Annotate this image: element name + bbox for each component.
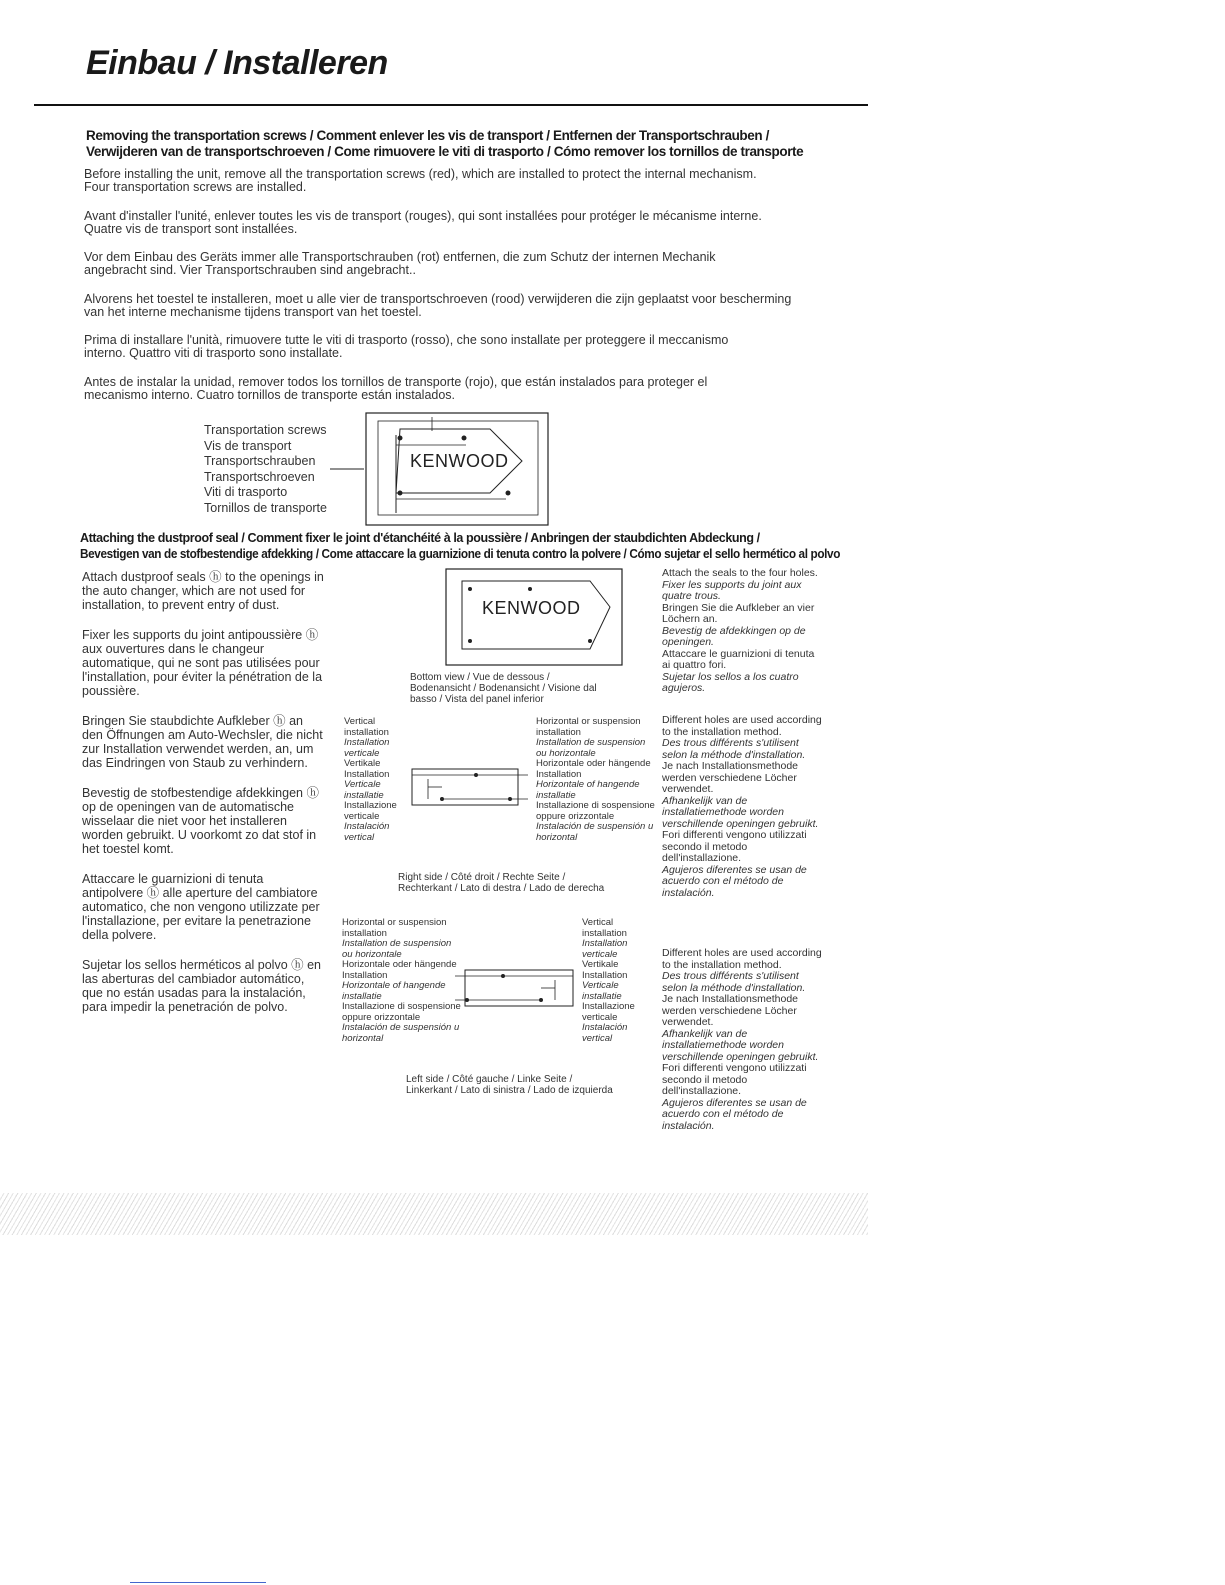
label: Horizontal or suspension bbox=[536, 716, 641, 727]
screw-label-nl: Transportschroeven bbox=[204, 469, 315, 484]
left-side-diagram bbox=[455, 966, 580, 1011]
dustproof-para-es: Sujetar los sellos herméticos al polvo ⓗ en las aberturas del cambiador automático, que no están usadas para la instalación, para impedir la penetración de polvo. bbox=[82, 958, 322, 1014]
bottom-view-caption-1: Bottom view / Vue de dessous / bbox=[410, 672, 550, 683]
hole-icon bbox=[465, 998, 469, 1002]
dustproof-heading-2: Bevestigen van de stofbestendige afdekking / Come attaccare la guarnizione di tenuta contro la polvere / Cómo sujetar el sello hermético al polvo bbox=[80, 547, 841, 561]
right-column-1 bbox=[662, 568, 824, 695]
dustproof-para-nl: Bevestig de stofbestendige afdekkingen ⓗ op de openingen van de automatische wisselaar die niet voor het installeren worden gebruikt. U voorkomt zo dat stof in het toestel komt. bbox=[82, 786, 319, 856]
transport-para-en: Before installing the unit, remove all the transportation screws (red), which are installed to protect the internal mechanism. Four transportation screws are installed. bbox=[84, 167, 757, 194]
transport-para-es: Antes de instalar la unidad, remover todos los tornillos de transporte (rojo), que están instalados para proteger el mecanismo interno. Cuatro tornillos de transporte están instalados. bbox=[84, 375, 708, 402]
screw-label-en: Transportation screws bbox=[204, 423, 327, 437]
right-col1-fr: Fixer les supports du joint aux quatre trous. bbox=[662, 578, 802, 602]
left-side-right-labels bbox=[582, 918, 662, 1044]
transport-para-de: Vor dem Einbau des Geräts immer alle Transportschrauben (rot) entfernen, die zum Schutz der internen Mechanik angebracht sind. Vier Transportschrauben sind angebracht.. bbox=[84, 250, 716, 277]
right-col3-de: Je nach Installationsmethode werden verschiedene Löcher verwendet. bbox=[662, 993, 799, 1028]
hole-icon bbox=[474, 773, 478, 777]
right-side-caption-1: Right side / Côté droit / Rechte Seite / bbox=[398, 872, 566, 883]
label: Horizontale oder hängende bbox=[536, 758, 651, 769]
label: Horizontale of hangende bbox=[536, 779, 640, 790]
label: Instalación de suspensión u bbox=[536, 821, 654, 832]
screw-icon bbox=[506, 491, 511, 496]
label: installation bbox=[582, 927, 627, 939]
brand-logo-bottom-view: KENWOOD bbox=[482, 598, 581, 618]
label: verticale bbox=[582, 948, 618, 960]
right-col1-es: Sujetar los sellos a los cuatro agujeros. bbox=[662, 670, 799, 694]
scan-artifact-band bbox=[0, 1193, 868, 1235]
page-title: Einbau / Installeren bbox=[86, 44, 388, 82]
label: installatie bbox=[582, 990, 622, 1002]
label: horizontal bbox=[342, 1032, 384, 1044]
right-side-caption-2: Rechterkant / Lato di destra / Lado de derecha bbox=[398, 883, 605, 894]
label: installatie bbox=[536, 789, 576, 801]
bottom-view-caption-2: Bodenansicht / Bodenansicht / Visione dal bbox=[410, 683, 597, 694]
transport-para-fr: Avant d'installer l'unité, enlever toutes les vis de transport (rouges), qui sont installées pour protéger le mécanisme interne. Quatre vis de transport sont installées. bbox=[84, 209, 762, 236]
label: Installation bbox=[582, 969, 628, 981]
label: horizontal bbox=[536, 831, 578, 843]
screw-label-es: Tornillos de transporte bbox=[204, 500, 327, 515]
label: Verticale bbox=[344, 779, 381, 790]
right-side-caption bbox=[398, 872, 668, 894]
hole-icon bbox=[468, 639, 472, 643]
screw-icon bbox=[398, 491, 403, 496]
right-col2-it: Fori differenti vengono utilizzati secondo il metodo dell'installazione. bbox=[662, 829, 807, 864]
label: Verticale bbox=[582, 980, 619, 991]
dustproof-para-it: Attaccare le guarnizioni di tenuta antipolvere ⓗ alle aperture del cambiatore automatico, che non vengono utilizzate per l'installazione, per evitare la penetrazione della polvere. bbox=[82, 872, 320, 942]
hole-icon bbox=[528, 587, 532, 591]
label: Vertical bbox=[582, 917, 614, 928]
screw-label-de: Transportschrauben bbox=[204, 454, 316, 468]
title-rule bbox=[34, 104, 868, 106]
right-col3-nl: Afhankelijk van de installatiemethode worden verschillende openingen gebruikt. bbox=[662, 1027, 819, 1063]
hole-icon bbox=[508, 797, 512, 801]
right-col3-es: Agujeros diferentes se usan de acuerdo con el método de instalación. bbox=[662, 1096, 807, 1132]
hole-icon bbox=[588, 639, 592, 643]
right-col2-fr: Des trous différents s'utilisent selon la méthode d'installation. bbox=[662, 737, 806, 761]
right-col2-de: Je nach Installationsmethode werden verschiedene Löcher verwendet. bbox=[662, 760, 799, 795]
dustproof-para-de: Bringen Sie staubdichte Aufkleber ⓗ an den Öffnungen am Auto-Wechsler, die nicht zur Installation verwendet werden, an, um das Eindringen von Staub zu verhindern. bbox=[82, 714, 323, 770]
brand-logo-transport: KENWOOD bbox=[410, 451, 509, 471]
right-column-3 bbox=[662, 948, 824, 1132]
right-side-right-labels bbox=[536, 717, 666, 843]
label: Installazione bbox=[344, 800, 397, 811]
transport-para-it: Prima di installare l'unità, rimuovere tutte le viti di trasporto (rosso), che sono installate per proteggere il meccanismo interno. Quattro viti di trasporto sono installate. bbox=[84, 333, 729, 360]
right-col1-it: Attaccare le guarnizioni di tenuta ai quattro fori. bbox=[662, 647, 815, 671]
label: installation bbox=[536, 726, 581, 738]
label: Installazione di sospensione bbox=[342, 1001, 461, 1012]
label: verticale bbox=[344, 747, 380, 759]
transport-heading-1: Removing the transportation screws / Comment enlever les vis de transport / Entfernen der Transportschrauben / bbox=[86, 128, 769, 143]
label: ou horizontale bbox=[536, 747, 596, 759]
screw-icon bbox=[398, 436, 403, 441]
label: Installazione di sospensione bbox=[536, 800, 655, 811]
dustproof-para-en: Attach dustproof seals ⓗ to the openings in the auto changer, which are not used for installation, to prevent entry of dust. bbox=[82, 570, 324, 612]
label: vertical bbox=[582, 1032, 613, 1044]
label: Installation bbox=[344, 737, 390, 748]
label: oppure orizzontale bbox=[342, 1011, 421, 1023]
label: Horizontal or suspension bbox=[342, 917, 447, 928]
dustproof-left-column bbox=[82, 570, 324, 1030]
label: verticale bbox=[344, 810, 380, 822]
right-col1-en: Attach the seals to the four holes. bbox=[662, 567, 818, 579]
transport-heading-2: Verwijderen van de transportschroeven / Come rimuovere le viti di trasporto / Cómo remover los tornillos de transporte bbox=[86, 144, 804, 159]
label: Installation bbox=[344, 768, 390, 780]
label: Installation de suspension bbox=[536, 737, 646, 748]
label: installation bbox=[344, 726, 389, 738]
label: Vertikale bbox=[344, 758, 381, 769]
label: Instalación bbox=[582, 1022, 628, 1033]
label: Installation de suspension bbox=[342, 938, 452, 949]
label: Instalación bbox=[344, 821, 390, 832]
label: verticale bbox=[582, 1011, 618, 1023]
right-col2-en: Different holes are used according to the installation method. bbox=[662, 714, 822, 738]
hole-icon bbox=[468, 587, 472, 591]
label: oppure orizzontale bbox=[536, 810, 615, 822]
label: installatie bbox=[344, 789, 384, 801]
right-column-2 bbox=[662, 715, 824, 899]
bottom-view-caption bbox=[410, 672, 660, 705]
hole-icon bbox=[539, 998, 543, 1002]
left-side-caption bbox=[406, 1074, 676, 1096]
right-col3-it: Fori differenti vengono utilizzati secondo il metodo dell'installazione. bbox=[662, 1062, 807, 1097]
dustproof-para-fr: Fixer les supports du joint antipoussière ⓗ aux ouvertures dans le changeur automatique, qui ne sont pas utilisées pour l'installation, pour éviter la pénétration de la poussière. bbox=[82, 628, 323, 698]
label: installation bbox=[342, 927, 387, 939]
right-col3-en: Different holes are used according to the installation method. bbox=[662, 947, 822, 971]
label: Vertikale bbox=[582, 959, 619, 970]
left-side-caption-2: Linkerkant / Lato di sinistra / Lado de izquierda bbox=[406, 1085, 613, 1096]
screw-label-it: Viti di trasporto bbox=[204, 485, 288, 499]
screw-label-fr: Vis de transport bbox=[204, 438, 292, 453]
bottom-view-caption-3: basso / Vista del panel inferior bbox=[410, 694, 544, 705]
label: Installation bbox=[536, 768, 582, 780]
transport-para-nl: Alvorens het toestel te installeren, moet u alle vier de transportschroeven (rood) verwijderen die zijn geplaatst voor bescherming van het interne mechanisme tijdens transport van het toestel. bbox=[84, 292, 792, 319]
label: Installazione bbox=[582, 1001, 635, 1012]
label: Installation bbox=[342, 969, 388, 981]
screw-icon bbox=[462, 436, 467, 441]
right-col1-nl: Bevestig de afdekkingen op de openingen. bbox=[662, 624, 806, 648]
right-col1-de: Bringen Sie die Aufkleber an vier Löchern an. bbox=[662, 601, 815, 625]
dustproof-heading-1: Attaching the dustproof seal / Comment fixer le joint d'étanchéité à la poussière / Anbringen der staubdichten Abdeckung / bbox=[80, 531, 760, 545]
label: installatie bbox=[342, 990, 382, 1002]
right-col3-fr: Des trous différents s'utilisent selon la méthode d'installation. bbox=[662, 970, 806, 994]
hole-icon bbox=[501, 974, 505, 978]
label: Installation bbox=[582, 938, 628, 949]
right-col2-es: Agujeros diferentes se usan de acuerdo con el método de instalación. bbox=[662, 863, 807, 899]
label: vertical bbox=[344, 831, 375, 843]
label: Vertical bbox=[344, 716, 376, 727]
hole-icon bbox=[440, 797, 444, 801]
right-col2-nl: Afhankelijk van de installatiemethode worden verschillende openingen gebruikt. bbox=[662, 794, 819, 830]
right-side-diagram bbox=[410, 765, 535, 810]
label: ou horizontale bbox=[342, 948, 402, 960]
left-side-caption-1: Left side / Côté gauche / Linke Seite / bbox=[406, 1074, 573, 1085]
label: Instalación de suspensión u bbox=[342, 1022, 460, 1033]
bottom-edge-line bbox=[130, 1582, 266, 1583]
label: Horizontale of hangende bbox=[342, 980, 446, 991]
label: Horizontale oder hängende bbox=[342, 959, 457, 970]
